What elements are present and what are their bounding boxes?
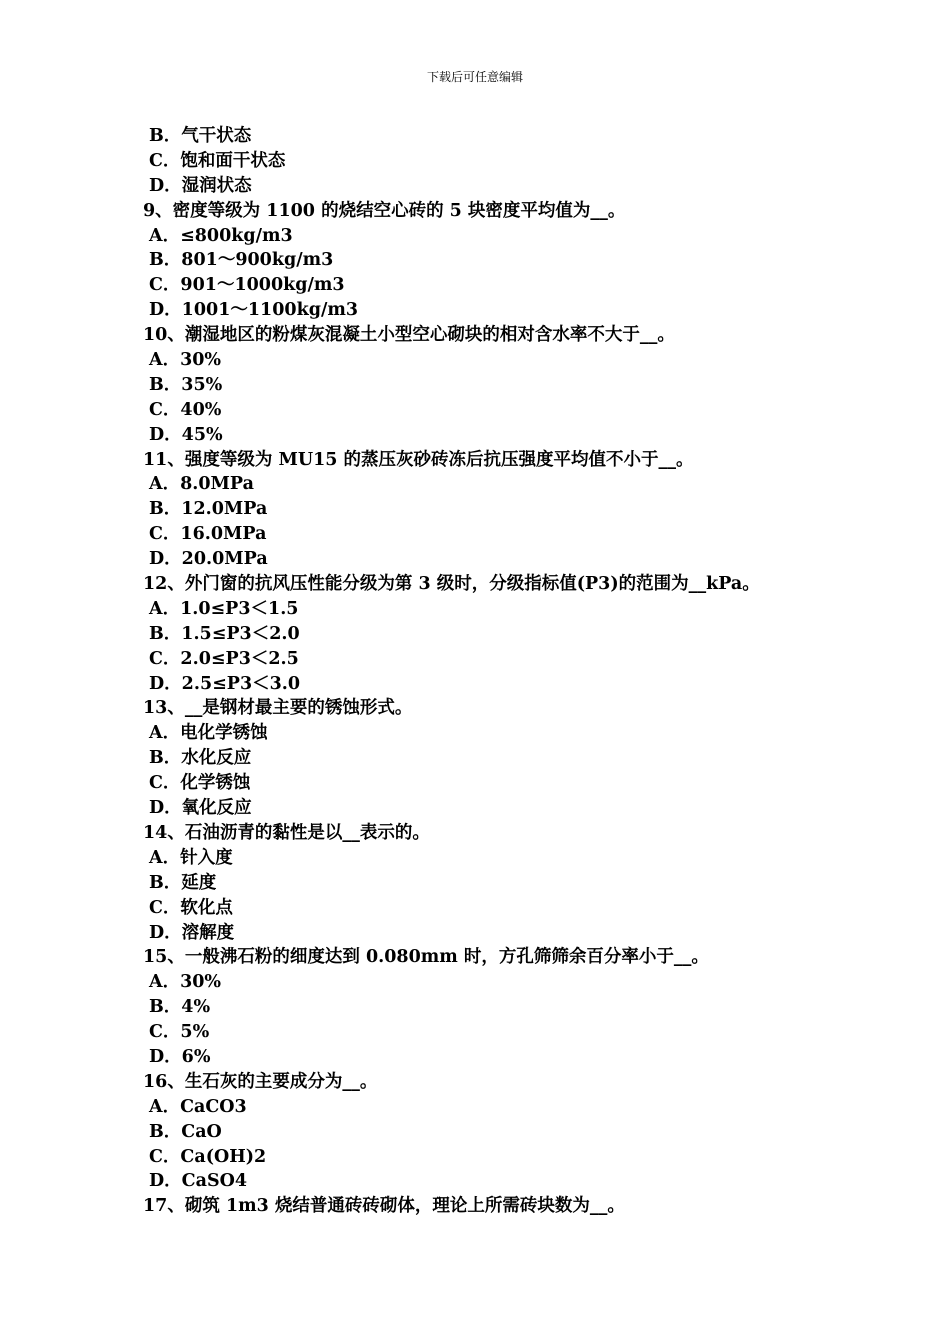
answer-option: A．30% — [149, 972, 222, 993]
answer-option: A．30% — [149, 350, 222, 371]
answer-option: B．1.5≤P3＜2.0 — [149, 623, 300, 644]
question-text: 12、外门窗的抗风压性能分级为第 3 级时，分级指标值(P3)的范围为__kPa。 — [143, 574, 760, 595]
answer-option: D．CaSO4 — [149, 1171, 248, 1192]
answer-option: B．12.0MPa — [149, 499, 268, 520]
answer-option: A．CaCO3 — [149, 1096, 247, 1117]
answer-option: D．45% — [149, 424, 223, 445]
answer-option: B．801～900kg/m3 — [149, 250, 334, 271]
question-text: 11、强度等级为 MU15 的蒸压灰砂砖冻后抗压强度平均值不小于__。 — [143, 449, 694, 470]
answer-option: D．湿润状态 — [149, 175, 252, 196]
answer-option: C．2.0≤P3＜2.5 — [149, 648, 299, 669]
answer-option: C．软化点 — [149, 897, 233, 918]
answer-option: A．≤800kg/m3 — [149, 225, 293, 246]
question-text: 15、一般沸石粉的细度达到 0.080mm 时，方孔筛筛余百分率小于__。 — [143, 947, 709, 968]
question-text: 13、__是钢材最主要的锈蚀形式。 — [143, 698, 413, 719]
question-text: 10、潮湿地区的粉煤灰混凝土小型空心砌块的相对含水率不大于__。 — [143, 325, 675, 346]
answer-option: C．5% — [149, 1022, 210, 1043]
answer-option: C．Ca(OH)2 — [149, 1146, 267, 1167]
answer-option: B．水化反应 — [149, 748, 252, 769]
answer-option: C．化学锈蚀 — [149, 773, 251, 794]
document-body — [143, 124, 903, 1219]
answer-option: C．901～1000kg/m3 — [149, 275, 345, 296]
answer-option: C．16.0MPa — [149, 524, 267, 545]
answer-option: B．35% — [149, 374, 223, 395]
answer-option: C．饱和面干状态 — [149, 150, 286, 171]
answer-option: D．氧化反应 — [149, 798, 252, 819]
answer-option: B．CaO — [149, 1121, 222, 1142]
answer-option: D．6% — [149, 1046, 211, 1067]
answer-option: B．气干状态 — [149, 126, 252, 146]
answer-option: B．4% — [149, 997, 211, 1018]
page-header: 下载后可任意编辑 — [426, 70, 523, 84]
question-text: 14、石油沥青的黏性是以__表示的。 — [143, 822, 430, 843]
answer-option: D．溶解度 — [149, 922, 235, 943]
answer-option: A．针入度 — [149, 847, 233, 868]
question-text: 16、生石灰的主要成分为__。 — [143, 1071, 378, 1092]
answer-option: D．1001～1100kg/m3 — [149, 300, 359, 321]
answer-option: A．电化学锈蚀 — [149, 723, 268, 744]
answer-option: B．延度 — [149, 872, 217, 893]
question-text: 9、密度等级为 1100 的烧结空心砖的 5 块密度平均值为__。 — [143, 200, 626, 221]
answer-option: C．40% — [149, 399, 222, 420]
question-text: 17、砌筑 1m3 烧结普通砖砖砌体，理论上所需砖块数为__。 — [143, 1196, 625, 1217]
answer-option: D．20.0MPa — [149, 549, 268, 570]
answer-option: D．2.5≤P3＜3.0 — [149, 673, 301, 694]
answer-option: A．8.0MPa — [149, 474, 254, 495]
answer-option: A．1.0≤P3＜1.5 — [149, 598, 299, 619]
